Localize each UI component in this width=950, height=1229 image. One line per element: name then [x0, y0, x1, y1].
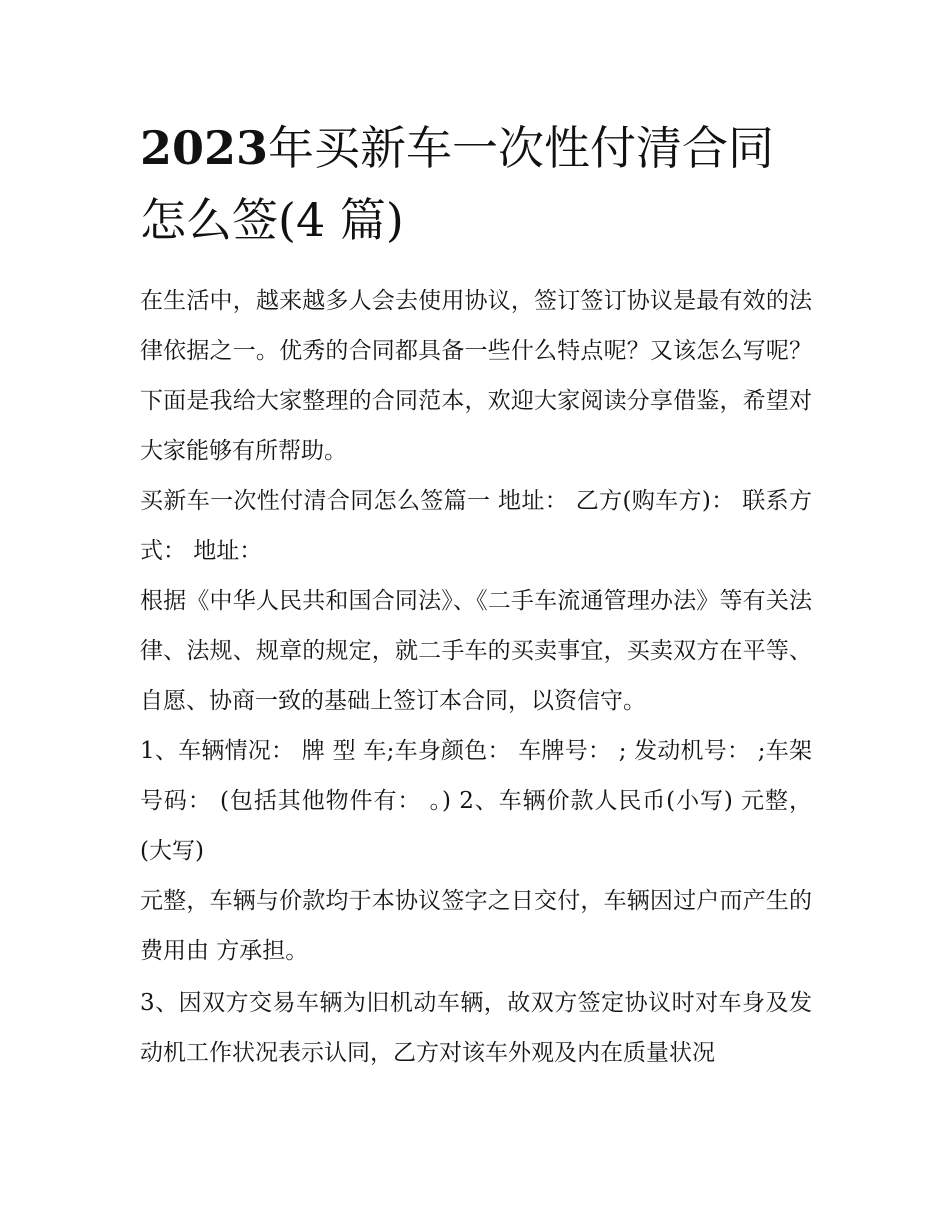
clause-1-2-paragraph: 1、车辆情况： 牌 型 车;车身颜色： 车牌号： ; 发动机号： ;车架号码： (包括其他物件有： 。) 2、车辆价款人民币(小写) 元整，(大写) — [140, 738, 812, 864]
document-body — [140, 276, 812, 1078]
payment-paragraph: 元整，车辆与价款均于本协议签字之日交付，车辆因过户而产生的费用由 方承担。 — [140, 888, 812, 964]
clause-3-paragraph: 3、因双方交易车辆为旧机动车辆，故双方签定协议时对车身及发动机工作状况表示认同，乙方对该车外观及内在质量状况 — [140, 990, 812, 1066]
legal-basis-paragraph: 根据《中华人民共和国合同法》、《二手车流通管理办法》等有关法律、法规、规章的规定，就二手车的买卖事宜，买卖双方在平等、自愿、协商一致的基础上签订本合同，以资信守。 — [140, 588, 812, 714]
section-heading-paragraph: 买新车一次性付清合同怎么签篇一 地址： 乙方(购车方)： 联系方式： 地址： — [140, 488, 812, 564]
title-year: 2023 — [140, 121, 269, 175]
intro-paragraph: 在生活中，越来越多人会去使用协议，签订签订协议是最有效的法律依据之一。优秀的合同都具备一些什么特点呢？又该怎么写呢？下面是我给大家整理的合同范本，欢迎大家阅读分享借鉴，希望对大家能够有所帮助。 — [140, 288, 812, 464]
document-title — [140, 112, 820, 256]
title-text: 年买新车一次性付清合同怎么签(4 篇) — [140, 121, 775, 247]
